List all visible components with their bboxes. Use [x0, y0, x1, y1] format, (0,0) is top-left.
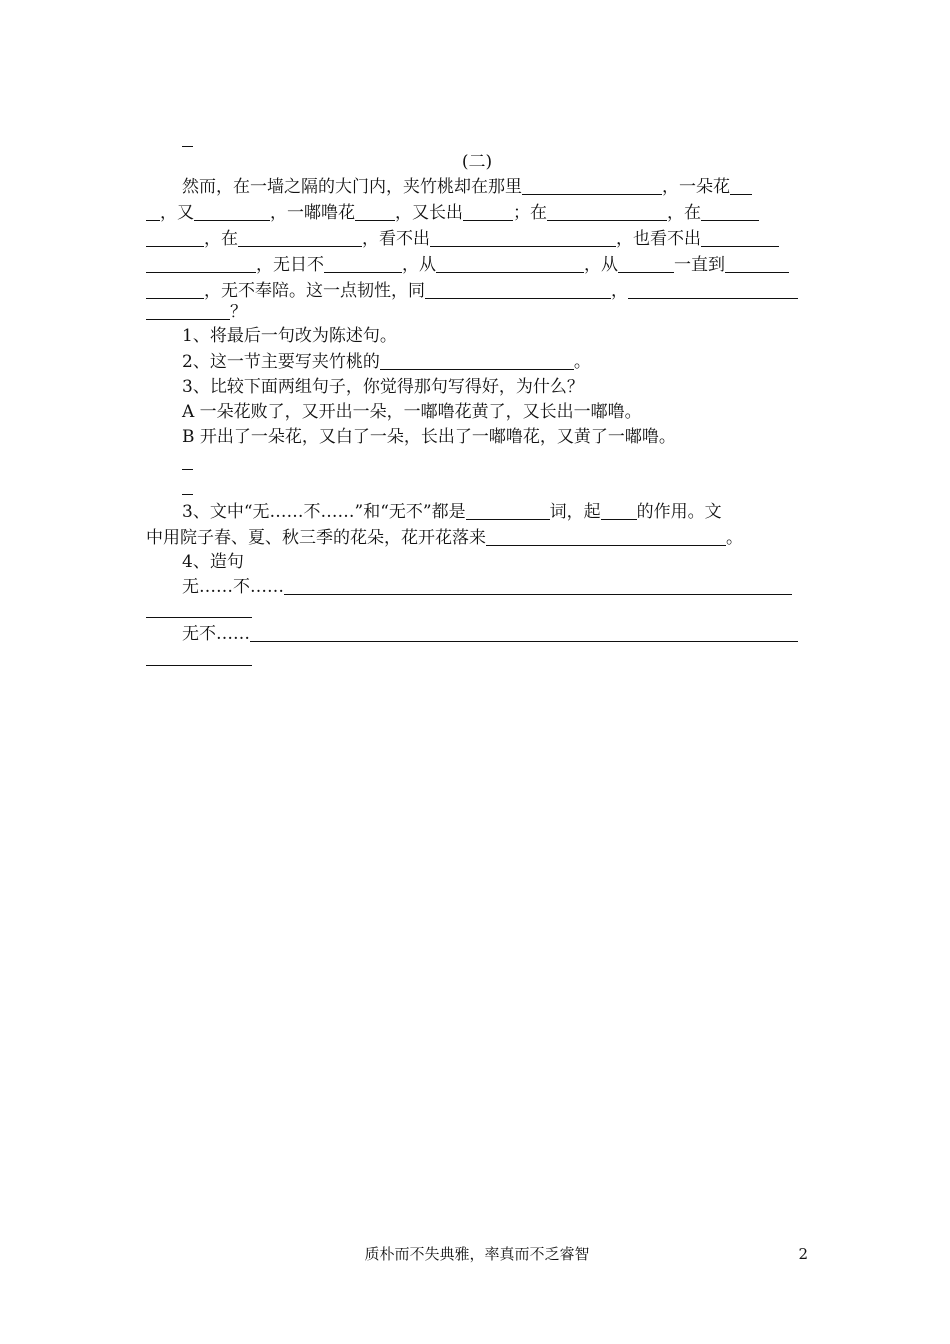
passage-text: ，无不奉陪。这一点韧性，同 [204, 281, 425, 301]
fill-blank[interactable] [355, 203, 395, 221]
passage-line-4 [146, 253, 808, 277]
passage-text: ，看不出 [362, 229, 430, 249]
question-text: 3、文中“无……不……”和“无不”都是 [182, 502, 466, 522]
question-text: 。 [573, 352, 591, 372]
fill-blank[interactable] [725, 255, 789, 273]
page-number: 2 [798, 1245, 808, 1263]
fill-blank[interactable] [146, 229, 204, 247]
fill-blank[interactable] [701, 203, 759, 221]
passage-text: 一直到 [674, 255, 725, 275]
sentence-2 [146, 622, 808, 646]
fill-blank[interactable] [146, 281, 204, 299]
answer-line-short [182, 469, 193, 470]
passage-text: ，一嘟噜花 [270, 203, 355, 223]
passage-text: ，无日不 [256, 255, 324, 275]
fill-blank[interactable] [601, 502, 637, 520]
sentence-prompt: 无……不…… [182, 577, 284, 597]
answer-line-short [182, 146, 193, 147]
fill-blank[interactable] [380, 352, 574, 370]
fill-blank[interactable] [466, 502, 550, 520]
fill-blank[interactable] [463, 203, 513, 221]
passage-text: ， [611, 281, 628, 301]
fill-blank[interactable] [628, 281, 798, 299]
question-3: 3、比较下面两组句子，你觉得那句写得好，为什么？ [182, 377, 584, 397]
sentence-prompt: 无不…… [182, 624, 250, 644]
passage-text: ，在 [667, 203, 701, 223]
passage-line-1 [146, 175, 808, 199]
passage-text: ，也看不出 [616, 229, 701, 249]
sentence-1 [146, 575, 808, 599]
fill-blank[interactable] [324, 255, 402, 273]
passage-line-2 [146, 201, 808, 225]
fill-blank[interactable] [430, 229, 616, 247]
passage-text: 然而，在一墙之隔的大门内，夹竹桃却在那里 [182, 177, 522, 197]
option-a: A 一朵花败了，又开出一朵，一嘟噜花黄了，又长出一嘟噜。 [182, 402, 642, 422]
question-2 [146, 350, 808, 374]
question-text: 中用院子春、夏、秋三季的花朵，花开花落来 [146, 528, 486, 548]
document-page [146, 0, 808, 1344]
fill-blank[interactable] [146, 302, 230, 320]
footer-motto: 质朴而不失典雅，率真而不乏睿智 [364, 1245, 590, 1263]
fill-blank[interactable] [146, 255, 256, 273]
question-3b-cont [146, 526, 808, 550]
question-text: 词，起 [549, 502, 601, 522]
question-text: 。 [726, 528, 743, 548]
fill-blank[interactable] [547, 203, 667, 221]
passage-text: ，又长出 [395, 203, 463, 223]
answer-line-short [182, 494, 193, 495]
fill-blank[interactable] [730, 177, 752, 195]
sentence-answer-line[interactable] [146, 648, 252, 666]
passage-text: ？ [230, 302, 247, 322]
passage-line-3 [146, 227, 808, 251]
passage-text: ，一朵花 [662, 177, 730, 197]
sentence-answer-line[interactable] [284, 577, 792, 595]
fill-blank[interactable] [436, 255, 584, 273]
sentence-answer-line[interactable] [250, 624, 798, 642]
question-text: 的作用。文 [636, 502, 722, 522]
passage-text: ，又 [160, 203, 194, 223]
fill-blank[interactable] [194, 203, 270, 221]
passage-line-6 [146, 300, 808, 324]
fill-blank[interactable] [618, 255, 674, 273]
fill-blank[interactable] [701, 229, 779, 247]
question-3b [146, 500, 808, 524]
fill-blank[interactable] [522, 177, 662, 195]
section-title: (二) [461, 152, 493, 172]
option-b: B 开出了一朵花，又白了一朵，长出了一嘟噜花，又黄了一嘟噜。 [182, 427, 676, 447]
fill-blank[interactable] [238, 229, 362, 247]
sentence-1-cont [146, 598, 808, 622]
fill-blank[interactable] [146, 203, 160, 221]
sentence-2-cont [146, 646, 808, 670]
passage-text: ；在 [513, 203, 547, 223]
fill-blank[interactable] [486, 528, 726, 546]
passage-text: ，从 [402, 255, 436, 275]
fill-blank[interactable] [425, 281, 611, 299]
question-text: 2、这一节主要写夹竹桃的 [182, 352, 380, 372]
passage-text: ，在 [204, 229, 238, 249]
question-4: 4、造句 [182, 552, 244, 572]
passage-text: ，从 [584, 255, 618, 275]
question-1: 1、将最后一句改为陈述句。 [182, 326, 397, 346]
sentence-answer-line[interactable] [146, 600, 252, 618]
